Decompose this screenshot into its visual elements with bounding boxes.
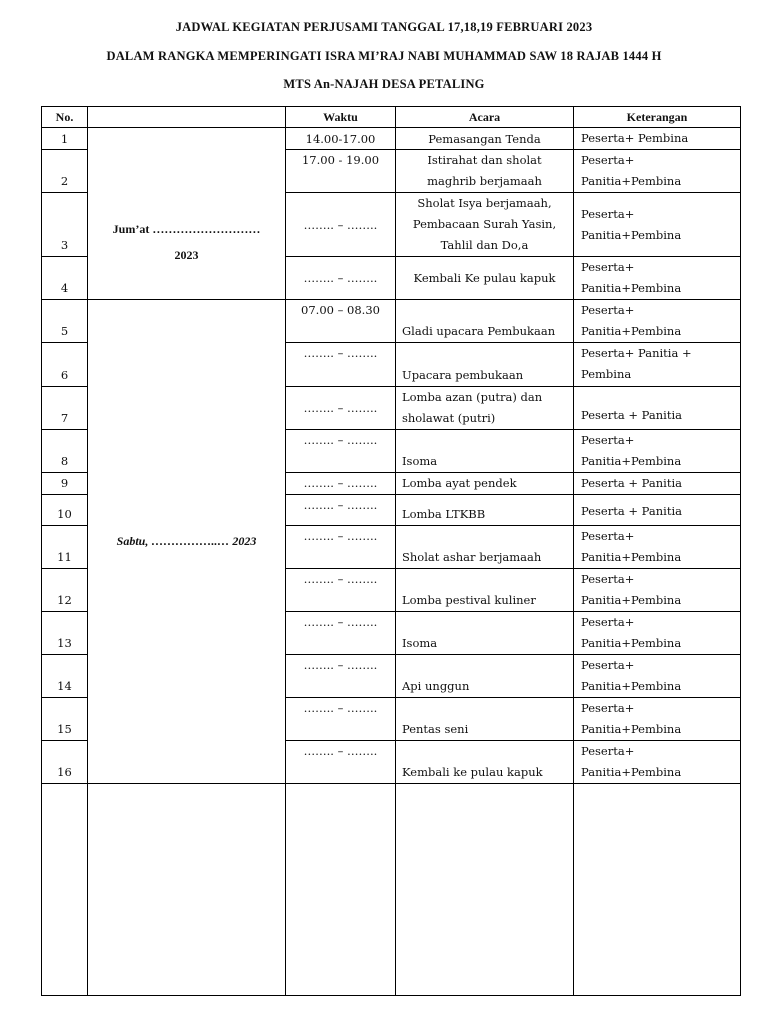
column-header-no: No. bbox=[42, 107, 88, 128]
acara-cell: Isoma bbox=[396, 612, 574, 655]
keterangan-line: Peserta + Panitia bbox=[581, 407, 682, 422]
keterangan-line: Panitia+Pembina bbox=[581, 592, 682, 607]
acara-cell: Upacara pembukaan bbox=[396, 343, 574, 386]
acara-cell bbox=[396, 150, 574, 193]
acara-line: Istirahat dan sholat bbox=[427, 153, 542, 168]
acara-line: Pembacaan Surah Yasin, bbox=[412, 217, 557, 232]
keterangan-line: Panitia+Pembina bbox=[581, 174, 682, 189]
keterangan-cell bbox=[574, 568, 741, 611]
waktu-cell: …….. – …….. bbox=[286, 525, 396, 568]
keterangan-cell bbox=[574, 698, 741, 741]
school-name: MTS An-NAJAH DESA PETALING bbox=[283, 77, 485, 91]
row-number: 14 bbox=[42, 655, 88, 698]
keterangan-cell bbox=[574, 429, 741, 472]
waktu-cell: …….. – …….. bbox=[286, 472, 396, 494]
keterangan-cell bbox=[574, 655, 741, 698]
row-number: 3 bbox=[42, 193, 88, 257]
row-number: 5 bbox=[42, 300, 88, 343]
keterangan-cell bbox=[574, 128, 741, 150]
keterangan-line: Peserta+ Panitia + bbox=[581, 346, 692, 361]
keterangan-line: Peserta+ bbox=[581, 528, 635, 543]
keterangan-line: Peserta+ bbox=[581, 303, 635, 318]
row-number: 12 bbox=[42, 568, 88, 611]
table-row bbox=[42, 128, 741, 150]
keterangan-cell bbox=[574, 150, 741, 193]
keterangan-line: Peserta+ bbox=[581, 701, 635, 716]
row-number: 7 bbox=[42, 386, 88, 429]
waktu-cell: …….. – …….. bbox=[286, 193, 396, 257]
waktu-cell: …….. – …….. bbox=[286, 429, 396, 472]
acara-cell: Kembali ke pulau kapuk bbox=[396, 741, 574, 784]
acara-cell: Isoma bbox=[396, 429, 574, 472]
acara-cell: Gladi upacara Pembukaan bbox=[396, 300, 574, 343]
keterangan-cell bbox=[574, 300, 741, 343]
waktu-cell: …….. – …….. bbox=[286, 568, 396, 611]
keterangan-line: Panitia+Pembina bbox=[581, 722, 682, 737]
acara-cell: Lomba pestival kuliner bbox=[396, 568, 574, 611]
day-year-jumat: 2023 bbox=[174, 248, 199, 262]
empty-cell bbox=[574, 784, 741, 996]
waktu-cell: 17.00 - 19.00 bbox=[286, 150, 396, 193]
keterangan-line: Peserta + Panitia bbox=[581, 475, 682, 490]
column-header-waktu: Waktu bbox=[286, 107, 396, 128]
empty-cell bbox=[286, 784, 396, 996]
keterangan-line: Pembina bbox=[581, 367, 632, 382]
keterangan-cell bbox=[574, 741, 741, 784]
acara-cell bbox=[396, 386, 574, 429]
document-subtitle: DALAM RANGKA MEMPERINGATI ISRA MI’RAJ NABI MUHAMMAD SAW 18 RAJAB 1444 H bbox=[106, 49, 662, 63]
acara-cell: Sholat ashar berjamaah bbox=[396, 525, 574, 568]
day-cell-sabtu bbox=[88, 300, 286, 784]
keterangan-line: Panitia+Pembina bbox=[581, 549, 682, 564]
keterangan-line: Peserta+ bbox=[581, 153, 635, 168]
empty-cell bbox=[396, 784, 574, 996]
row-number: 11 bbox=[42, 525, 88, 568]
keterangan-cell bbox=[574, 343, 741, 386]
waktu-cell: …….. – …….. bbox=[286, 257, 396, 300]
row-number: 13 bbox=[42, 612, 88, 655]
keterangan-line: Panitia+Pembina bbox=[581, 636, 682, 651]
waktu-cell: …….. – …….. bbox=[286, 612, 396, 655]
acara-cell bbox=[396, 193, 574, 257]
keterangan-line: Peserta + Panitia bbox=[581, 503, 682, 518]
keterangan-line: Peserta+ bbox=[581, 260, 635, 275]
row-number: 1 bbox=[42, 128, 88, 150]
keterangan-line: Panitia+Pembina bbox=[581, 453, 682, 468]
keterangan-cell bbox=[574, 257, 741, 300]
keterangan-line: Peserta+ bbox=[581, 206, 635, 221]
keterangan-line: Peserta+ bbox=[581, 571, 635, 586]
acara-line: maghrib berjamaah bbox=[427, 174, 542, 189]
acara-cell: Lomba LTKBB bbox=[396, 494, 574, 525]
keterangan-cell bbox=[574, 612, 741, 655]
keterangan-line: Panitia+Pembina bbox=[581, 281, 682, 296]
acara-line: Sholat Isya berjamaah, bbox=[417, 196, 552, 211]
waktu-cell: …….. – …….. bbox=[286, 655, 396, 698]
column-header-keterangan: Keterangan bbox=[574, 107, 741, 128]
day-label-sabtu: Sabtu, ……………..… 2023 bbox=[116, 534, 257, 549]
keterangan-line: Peserta+ bbox=[581, 658, 635, 673]
acara-cell: Api unggun bbox=[396, 655, 574, 698]
keterangan-line: Panitia+Pembina bbox=[581, 324, 682, 339]
waktu-cell: …….. – …….. bbox=[286, 698, 396, 741]
row-number: 10 bbox=[42, 494, 88, 525]
keterangan-line: Peserta+ Pembina bbox=[581, 131, 689, 146]
keterangan-line: Panitia+Pembina bbox=[581, 227, 682, 242]
row-number: 2 bbox=[42, 150, 88, 193]
acara-cell: Pentas seni bbox=[396, 698, 574, 741]
acara-cell: Lomba ayat pendek bbox=[396, 472, 574, 494]
keterangan-line: Peserta+ bbox=[581, 615, 635, 630]
acara-cell: Pemasangan Tenda bbox=[396, 128, 574, 150]
keterangan-line: Panitia+Pembina bbox=[581, 765, 682, 780]
waktu-cell: …….. – …….. bbox=[286, 494, 396, 525]
keterangan-cell bbox=[574, 193, 741, 257]
empty-row bbox=[42, 784, 741, 996]
day-label-jumat: Jum’at ……………………… bbox=[112, 222, 261, 236]
row-number: 4 bbox=[42, 257, 88, 300]
acara-line: Tahlil dan Do,a bbox=[440, 238, 529, 253]
keterangan-cell bbox=[574, 386, 741, 429]
document-title: JADWAL KEGIATAN PERJUSAMI TANGGAL 17,18,19 FEBRUARI 2023 bbox=[175, 20, 593, 34]
empty-cell bbox=[42, 784, 88, 996]
keterangan-cell bbox=[574, 472, 741, 494]
keterangan-cell bbox=[574, 494, 741, 525]
row-number: 9 bbox=[42, 472, 88, 494]
keterangan-line: Peserta+ bbox=[581, 744, 635, 759]
keterangan-line: Peserta+ bbox=[581, 432, 635, 447]
waktu-cell: …….. – …….. bbox=[286, 741, 396, 784]
waktu-cell: 07.00 – 08.30 bbox=[286, 300, 396, 343]
row-number: 8 bbox=[42, 429, 88, 472]
keterangan-cell bbox=[574, 525, 741, 568]
waktu-cell: 14.00-17.00 bbox=[286, 128, 396, 150]
schedule-table bbox=[41, 106, 741, 996]
acara-line: Lomba azan (putra) dan bbox=[402, 389, 543, 404]
row-number: 15 bbox=[42, 698, 88, 741]
row-number: 6 bbox=[42, 343, 88, 386]
waktu-cell: …….. – …….. bbox=[286, 343, 396, 386]
column-header-acara: Acara bbox=[396, 107, 574, 128]
waktu-cell: …….. – …….. bbox=[286, 386, 396, 429]
column-header-day bbox=[88, 107, 286, 128]
day-cell-jumat bbox=[88, 128, 286, 300]
row-number: 16 bbox=[42, 741, 88, 784]
table-row bbox=[42, 300, 741, 343]
table-header-row bbox=[42, 107, 741, 128]
empty-cell bbox=[88, 784, 286, 996]
keterangan-line: Panitia+Pembina bbox=[581, 679, 682, 694]
acara-cell: Kembali Ke pulau kapuk bbox=[396, 257, 574, 300]
acara-line: sholawat (putri) bbox=[402, 410, 496, 425]
